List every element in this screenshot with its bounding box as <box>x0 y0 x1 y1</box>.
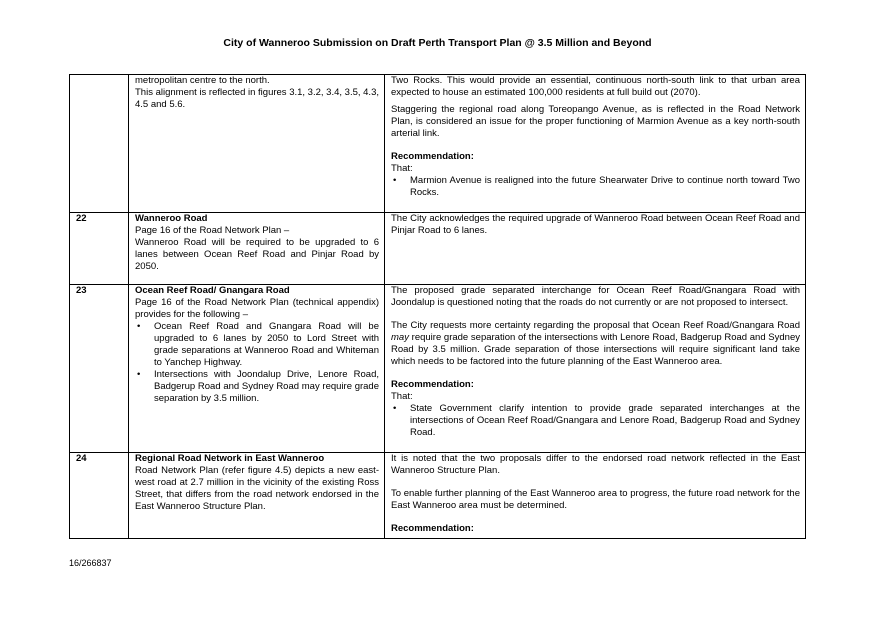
response-cell <box>385 75 806 213</box>
issue-list <box>135 321 379 405</box>
issue-cell <box>129 75 385 213</box>
response-cell <box>385 213 806 285</box>
issue-subtitle: Page 16 of the Road Network Plan – <box>135 225 290 236</box>
recommendation-item: • Marmion Avenue is realigned into the future Shearwater Drive to continue north toward Two Rocks. <box>391 175 800 199</box>
response-paragraph: Staggering the regional road along Toreopango Avenue, as is reflected in the Road Network Plan, is considered an issue for the proper functioning of Marmion Avenue as a key north-south arterial link. <box>391 104 800 139</box>
recommendation-that: That: <box>391 163 413 174</box>
table-row <box>70 213 806 285</box>
issue-body: Road Network Plan (refer figure 4.5) depicts a new east-west road at 2.7 million in the vicinity of the existing Ross Street, that differs from the road network endorsed in the East Wanneroo Structure Plan. <box>135 465 379 512</box>
response-paragraph: The City acknowledges the required upgrade of Wanneroo Road between Ocean Reef Road and Pinjar Road to 6 lanes. <box>391 213 800 236</box>
recommendation-list <box>391 403 800 439</box>
response-paragraph: The proposed grade separated interchange for Ocean Reef Road/Gnangara Road with Joondalup is questioned noting that the roads do not currently or are not proposed to intersect. <box>391 285 800 308</box>
recommendation-heading: Recommendation: <box>391 523 474 534</box>
issue-cell <box>129 285 385 453</box>
response-emphasis: may <box>391 332 409 343</box>
document-reference: 16/266837 <box>69 558 112 568</box>
issue-cell <box>129 453 385 539</box>
issue-list-item: • Ocean Reef Road and Gnangara Road will be upgraded to 6 lanes by 2050 to Lord Street with grade separations at Wanneroo Road and Whiteman to Yanchep Highway. <box>135 321 379 369</box>
response-paragraph: It is noted that the two proposals differ to the endorsed road network reflected in the East Wanneroo Structure Plan. <box>391 453 800 476</box>
recommendation-list <box>391 175 800 199</box>
issue-cell <box>129 213 385 285</box>
issue-body: Page 16 of the Road Network Plan (technical appendix) provides for the following – <box>135 297 379 320</box>
issue-title: Ocean Reef Road/ Gnangara Road <box>135 285 290 296</box>
item-number <box>70 75 129 213</box>
issue-title: Regional Road Network in East Wanneroo <box>135 453 325 464</box>
item-number: 22 <box>70 213 129 285</box>
issue-text: This alignment is reflected in figures 3.1, 3.2, 3.4, 3.5, 4.3, 4.5 and 5.6. <box>135 87 379 110</box>
recommendation-heading: Recommendation: <box>391 379 474 390</box>
response-paragraph <box>391 320 800 368</box>
response-text: require grade separation of the intersections with Lenore Road, Badgerup Road and Sydney Road by 3.5 million. Grade separation of those intersections will require significant land take which needs to be factored into the future planning of the East Wanneroo area. <box>391 332 800 367</box>
page-title: City of Wanneroo Submission on Draft Perth Transport Plan @ 3.5 Million and Beyond <box>223 37 652 49</box>
item-number: 24 <box>70 453 129 539</box>
issue-text: metropolitan centre to the north. <box>135 75 270 86</box>
table-row <box>70 285 806 453</box>
response-cell <box>385 453 806 539</box>
recommendation-that: That: <box>391 391 413 402</box>
response-paragraph: To enable further planning of the East Wanneroo area to progress, the future road network for the East Wanneroo area must be determined. <box>391 488 800 511</box>
response-paragraph: Two Rocks. This would provide an essential, continuous north-south link to that urban area expected to house an estimated 100,000 residents at full build out (2070). <box>391 75 800 98</box>
response-text: The City requests more certainty regarding the proposal that Ocean Reef Road/Gnangara Road <box>391 320 800 331</box>
table-row <box>70 453 806 539</box>
table-row <box>70 75 806 213</box>
issue-title: Wanneroo Road <box>135 213 208 224</box>
submission-table <box>69 74 806 539</box>
recommendation-item: • State Government clarify intention to provide grade separated interchanges at the intersections of Ocean Reef Road/Gnangara and Lenore Road, Badgerup Road and Sydney Road. <box>391 403 800 439</box>
recommendation-heading: Recommendation: <box>391 151 474 162</box>
item-number: 23 <box>70 285 129 453</box>
response-cell <box>385 285 806 453</box>
issue-list-item: • Intersections with Joondalup Drive, Lenore Road, Badgerup Road and Sydney Road may require grade separation by 3.5 million. <box>135 369 379 405</box>
issue-body: Wanneroo Road will be required to be upgraded to 6 lanes between Ocean Reef Road and Pinjar Road by 2050. <box>135 237 379 272</box>
